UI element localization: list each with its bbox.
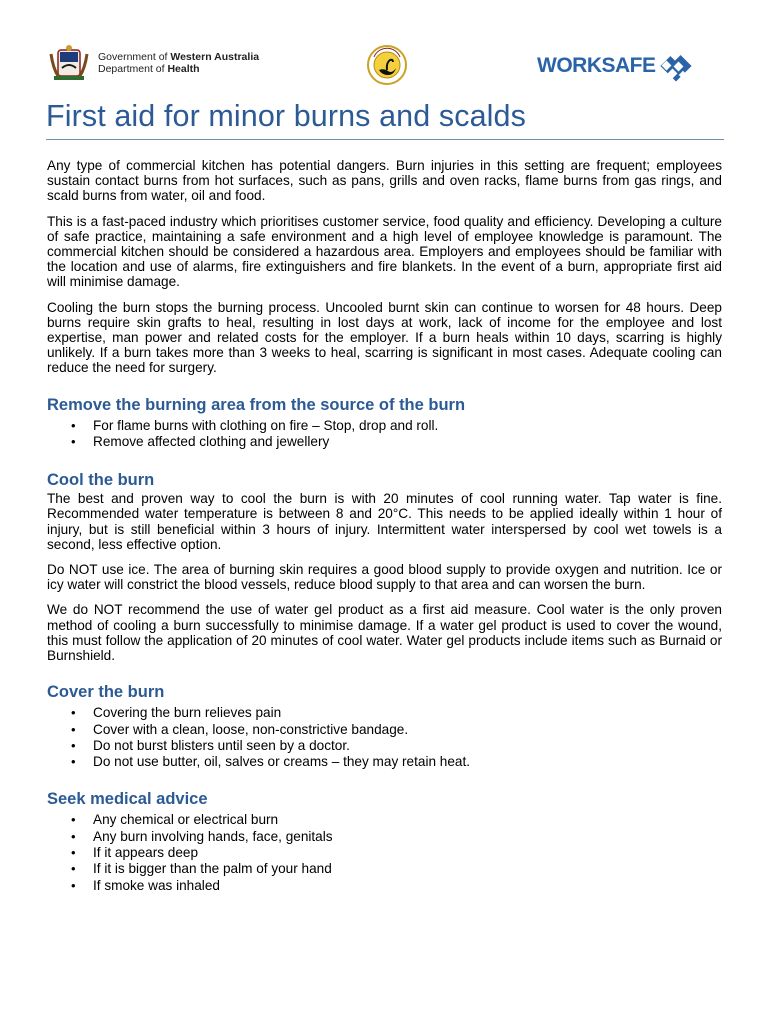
list-item: • If smoke was inhaled <box>47 878 722 894</box>
list-item: • Do not burst blisters until seen by a doctor. <box>47 738 722 754</box>
list-item: • Any chemical or electrical burn <box>47 812 722 828</box>
cool-paragraph: The best and proven way to cool the burn is with 20 minutes of cool running water. Tap water is fine. Recommended water temperature is between 8 and 20°C. This needs to be applied ideally within 1 hour of injury, but is still beneficial within 3 hours of injury. Intermittent water interspersed by cool wet towels is a second, less effective option. <box>47 491 722 552</box>
list-item: • If it appears deep <box>47 845 722 861</box>
list-item: • For flame burns with clothing on fire – Stop, drop and roll. <box>47 418 722 434</box>
page-header <box>0 0 768 100</box>
cool-paragraph: We do NOT recommend the use of water gel product as a first aid measure. Cool water is the only proven method of cooling a burn successfully to minimise damage. If a water gel product is used to cover the wound, this must follow the application of 20 minutes of cool water. Water gel products include items such as Burnaid or Burnshield. <box>47 602 722 664</box>
section-heading-cool: Cool the burn <box>47 471 155 490</box>
document-body <box>47 158 722 894</box>
list-item: • Any burn involving hands, face, genitals <box>47 829 722 845</box>
intro-paragraph: This is a fast-paced industry which prioritises customer service, food quality and efficiency. Developing a culture of safe practice, maintaining a safe environment and a high level of employee knowledge is paramount. The commercial kitchen should be considered a hazardous area. Employers and employees should be familiar with the location and use of alarms, fire extinguishers and fire blankets. In the event of a burn, appropriate first aid will minimise damage. <box>47 213 722 290</box>
list-item: • Do not use butter, oil, salves or creams – they may retain heat. <box>47 754 722 770</box>
intro-paragraph: Any type of commercial kitchen has potential dangers. Burn injuries in this setting are frequent; employees sustain contact burns from hot surfaces, such as pans, grills and oven racks, flame burns from gas rings, and scald burns from water, oil and food. <box>47 158 722 204</box>
section-heading-cover: Cover the burn <box>47 683 165 702</box>
list-item: • Covering the burn relieves pain <box>47 705 722 721</box>
wa-crest-icon <box>48 44 90 82</box>
medical-bullet-list <box>47 812 722 893</box>
section-heading-medical: Seek medical advice <box>47 790 208 809</box>
section-heading-remove: Remove the burning area from the source of the burn <box>47 395 466 414</box>
list-item: • Cover with a clean, loose, non-constrictive bandage. <box>47 722 722 738</box>
remove-bullet-list <box>47 418 722 451</box>
wa-health-logo <box>48 44 259 82</box>
worksafe-diamond-icon <box>658 48 694 84</box>
page-title: First aid for minor burns and scalds <box>46 99 526 133</box>
cool-paragraph: Do NOT use ice. The area of burning skin requires a good blood supply to provide oxygen and nutrition. Ice or icy water will constrict the blood vessels, reduce blood supply to that area and can worsen the burn. <box>47 562 722 593</box>
title-divider <box>46 139 724 140</box>
worksafe-logo <box>537 48 694 84</box>
list-item: • If it is bigger than the palm of your hand <box>47 861 722 877</box>
burns-service-logo-icon <box>366 44 408 86</box>
intro-paragraph: Cooling the burn stops the burning process. Uncooled burnt skin can continue to worsen for 48 hours. Deep burns require skin grafts to heal, resulting in lost days at work, lack of income for the employee and lost expertise, man power and related costs for the employer. If a burn heals within 10 days, scarring is highly unlikely. If a burn takes more than 3 weeks to heal, scarring is significant in most cases. Adequate cooling can reduce the need for surgery. <box>47 299 722 376</box>
wa-health-text: Government of Western Australia Department of Health <box>98 51 260 75</box>
list-item: • Remove affected clothing and jewellery <box>47 434 722 450</box>
cover-bullet-list <box>47 705 722 770</box>
worksafe-wordmark: WORKSAFE <box>537 54 656 77</box>
